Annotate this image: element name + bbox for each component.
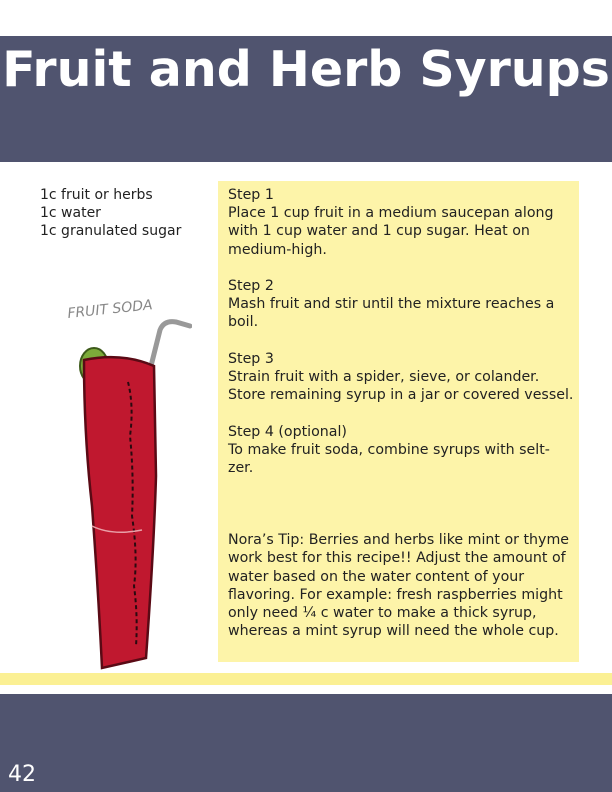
ingredient-item: 1c fruit or herbs [40,187,153,203]
page-number: 42 [8,762,36,787]
step-text: To make fruit soda, combine syrups with selt-zer. [228,441,550,476]
page-title: Fruit and Herb Syrups [2,41,610,98]
ingredient-item: 1c granulated sugar [40,223,182,239]
step-1 [228,186,574,259]
step-text: Strain fruit with a spider, sieve, or colander. Store remaining syrup in a jar or covered vessel. [228,369,574,404]
drawing-label: FRUIT SODA [66,297,154,322]
steps-list [228,186,574,640]
step-heading: Step 2 [228,278,274,294]
step-heading: Step 4 (optional) [228,423,347,440]
step-3 [228,350,574,405]
step-2 [228,277,574,332]
step-4 [228,423,574,478]
step-heading: Step 3 [228,350,274,367]
footer-band [0,694,612,792]
step-heading: Step 1 [228,187,274,203]
tip-text: Nora’s Tip: Berries and herbs like mint or thyme work best for this recipe!! Adjust the amount of water based on the water content of your flavoring. For example: fresh raspberries might only need ¼ c water to make a thick syrup, whereas a mint syrup will need the whole cup. [228,532,569,640]
glass-icon [84,357,156,668]
step-text: Place 1 cup fruit in a medium saucepan along with 1 cup water and 1 cup sugar. Heat on medium-high. [228,205,554,258]
step-text: Mash fruit and stir until the mixture reaches a boil. [228,296,555,331]
ingredient-item: 1c water [40,205,101,221]
fruit-soda-drawing [62,286,192,676]
ingredients-list [40,186,181,240]
yellow-stripe [0,673,612,685]
